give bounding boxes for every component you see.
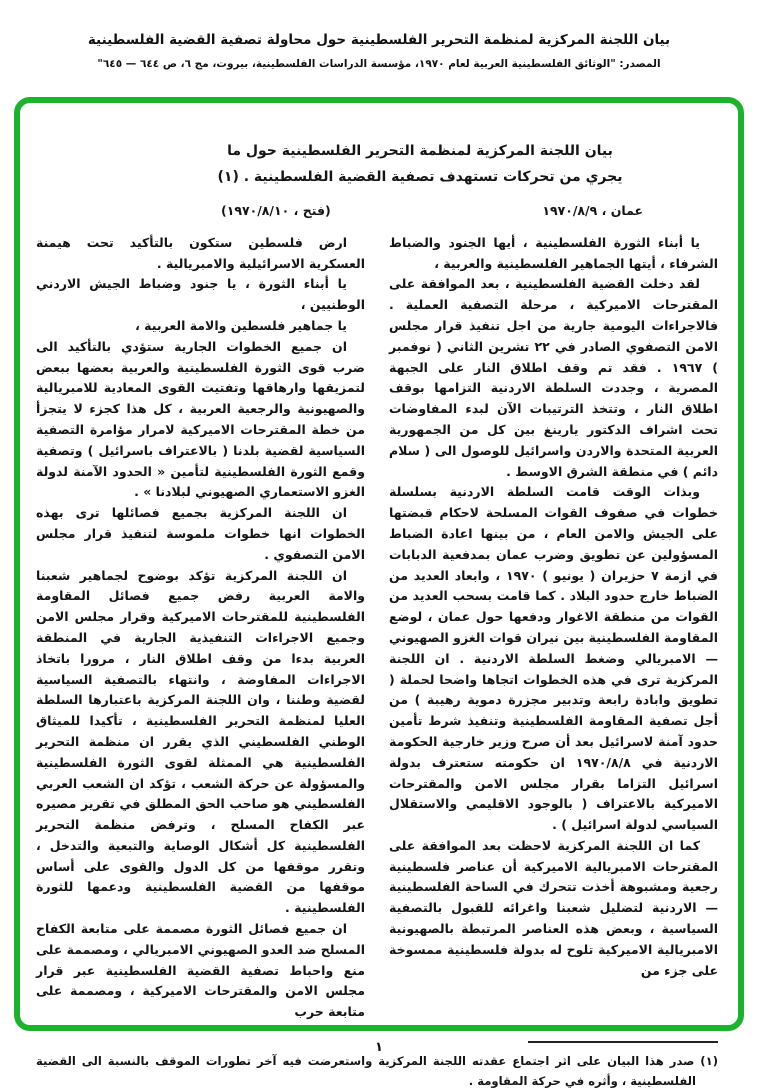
paragraph: وبذات الوقت قامت السلطة الاردنية بسلسلة خطوات في صفوف القوات المسلحة لاحكام قبضتها على الجيش والامن العام ، من بينها اعادة الضباط المسؤولين عن تطويق وضرب عمان بمدفعية الدبابات في ازمة ٧ حزيران ( يونيو ) ١٩٧٠ ، وابعاد العديد من الضباط خارج حدود البلاد . كما قامت بسحب العديد من القوات من منطقة الاغوار ودفعها حول عمان ، لوضع المقاومة الفلسطينية بين نيران قوات الغزو الصهيوني — الامبريالي وضغط السلطة الاردنية . ان اللجنة المركزية ترى في هذه الخطوات اتجاها واضحا لحملة ( تطويق وابادة رابعة وتدبير مجزرة دموية رهيبة ) من أجل تصفية المقاومة الفلسطينية وتنفيذ شرط تأمين حدود آمنة لاسرائيل بعد أن صرح وزير خارجية الحكومة الاردنية في ١٩٧٠/٨/٨ ان حكومته ستعترف بدولة اسرائيل التزاما بقرار مجلس الامن والمقترحات الاميركية بالاعتراف ( بالوجود الاقليمي والاستقلال السياسي لدولة اسرائيل ) .	[389, 484, 718, 833]
dateline-place-date: عمان ، ١٩٧٠/٨/٩	[542, 202, 643, 218]
footnote-text: (١) صدر هذا البيان على اثر اجتماع عقدته اللجنة المركزية واستعرضت فيه آخر تطورات الموقف بالنسبة الى القضية الفلسطينية ، وأثره في حركة المقاومة .	[36, 1054, 718, 1088]
paragraph: ان اللجنة المركزية بجميع فصائلها ترى بهذه الخطوات انها خطوات ملموسة لتنفيذ قرار مجلس الامن التصفوي .	[36, 505, 365, 562]
caption-source: المصدر: "الوثائق الفلسطينية العربية لعام ١٩٧٠، مؤسسة الدراسات الفلسطينية، بيروت، مج ٦، ص ٦٤٤ — ٦٤٥"	[97, 58, 661, 70]
caption-title: بيان اللجنة المركزية لمنظمة التحرير الفلسطينية حول محاولة تصفية القضية الفلسطينية	[87, 32, 671, 48]
document-caption	[0, 0, 758, 70]
paragraph: كما ان اللجنة المركزية لاحظت بعد الموافقة على المقترحات الامبريالية الاميركية أن عناصر فلسطينية رجعية ومشبوهة أخذت تتحرك في الساحة الفلسطينية — الاردنية لتضليل شعبنا واغرائه للقبول بالتصفية السياسية ، وبعض هذه العناصر المرتبطة بالصهيونية الامبريالية الاميركية تلوح له بدولة فلسطينية ممسوخة على جزء من	[389, 837, 718, 978]
document-frame	[14, 97, 744, 1088]
paragraph: ارض فلسطين ستكون بالتأكيد تحت هيمنة العسكرية الاسرائيلية والامبريالية .	[36, 234, 365, 271]
paragraph: يا جماهير فلسطين والامة العربية ،	[135, 317, 347, 333]
column-left	[36, 233, 365, 1023]
dateline	[36, 203, 718, 218]
statement-title-line2: يجري من تحركات تستهدف تصفية القضية الفلسطينية . (١)	[217, 168, 623, 185]
paragraph: يا أبناء الثورة الفلسطينية ، أيها الجنود والضباط الشرفاء ، أيتها الجماهير الفلسطينية والعربية ،	[389, 234, 718, 271]
paragraph: ان اللجنة المركزية تؤكد بوضوح لجماهير شعبنا والامة العربية رفض جميع فصائل المقاومة الفلسطينية للمقترحات الاميركية وقرار مجلس الامن وجميع الاجراءات التنفيذية الجارية في المنطقة العربية بدءا من وقف اطلاق النار ، مرورا باتخاذ الاجراءات المفاوضة ، وانتهاء بالتصفية السياسية لقضية وطننا ، وان اللجنة المركزية باعتبارها السلطة العليا لمنظمة التحرير الفلسطينية ، تأكيدا للميثاق الوطني الفلسطيني الذي يقرر ان منظمة التحرير الفلسطينية هي الممثلة لقوى الثورة الفلسطينية والمسؤولة عن حركة الشعب ، تؤكد ان الشعب العربي الفلسطيني هو صاحب الحق المطلق في تقرير مصيره عبر الكفاح المسلح ، وترفض منظمة التحرير الفلسطينية كل أشكال الوصاية والتبعية والتدخل ، وتقرر موقفها من كل الدول والقوى على أساس موقفها من القضية الفلسطينية ودعمها للثورة الفلسطينية .	[36, 567, 365, 916]
statement-title-line1: بيان اللجنة المركزية لمنظمة التحرير الفلسطينية حول ما	[227, 143, 613, 159]
paragraph: لقد دخلت القضية الفلسطينية ، بعد الموافقة على المقترحات الاميركية ، مرحلة التصفية العملية . فالاجراءات اليومية جارية من اجل تنفيذ قرار مجلس الامن التصفوي الصادر في ٢٢ تشرين الثاني ( نوفمبر ) ١٩٦٧ . فقد تم وقف اطلاق النار على الجبهة المصرية ، وجددت السلطة الاردنية التزامها بوقف اطلاق النار ، وتتخذ الترتيبات الآن لبدء المفاوضات تحت اشراف الدكتور يارينغ بين كل من الجمهورية العربية المتحدة والاردن واسرائيل للوصول الى ( سلام دائم ) في منطقة الشرق الاوسط .	[389, 276, 718, 479]
paragraph: ان جميع الخطوات الجارية ستؤدي بالتأكيد الى ضرب قوى الثورة الفلسطينية والعربية بعضها ببعض لتمزيقها وارهاقها وتفتيت القوى المعادية للامبريالية والصهيونية والرجعية العربية ، كل هذا كجزء لا يتجزأ من خطة المقترحات الاميركية لامرار مؤامرة التصفية السياسية لقضية بلدنا ( بالاعتراف باسرائيل ) وتصفية وقمع الثورة الفلسطينية لتأمين « الحدود الآمنة لدولة الغزو الاستعماري الصهيوني لبلادنا » .	[36, 338, 365, 500]
column-right	[389, 233, 718, 1023]
text-columns	[36, 233, 718, 1023]
paragraph: ان جميع فصائل الثورة مصممة على متابعة الكفاح المسلح ضد العدو الصهيوني الامبريالي ، ومصممة على منع واحباط تصفية القضية الفلسطينية عبر قرار مجلس الامن والمقترحات الاميركية ، ومصممة على متابعة حرب	[36, 921, 365, 1020]
statement-title	[122, 139, 718, 191]
paragraph: يا أبناء الثورة ، يا جنود وضباط الجيش الاردني الوطنيين ،	[36, 276, 365, 313]
page-number: ١	[375, 1040, 383, 1055]
dateline-org-date: (فتح ، ١٩٧٠/٨/١٠)	[221, 202, 331, 218]
